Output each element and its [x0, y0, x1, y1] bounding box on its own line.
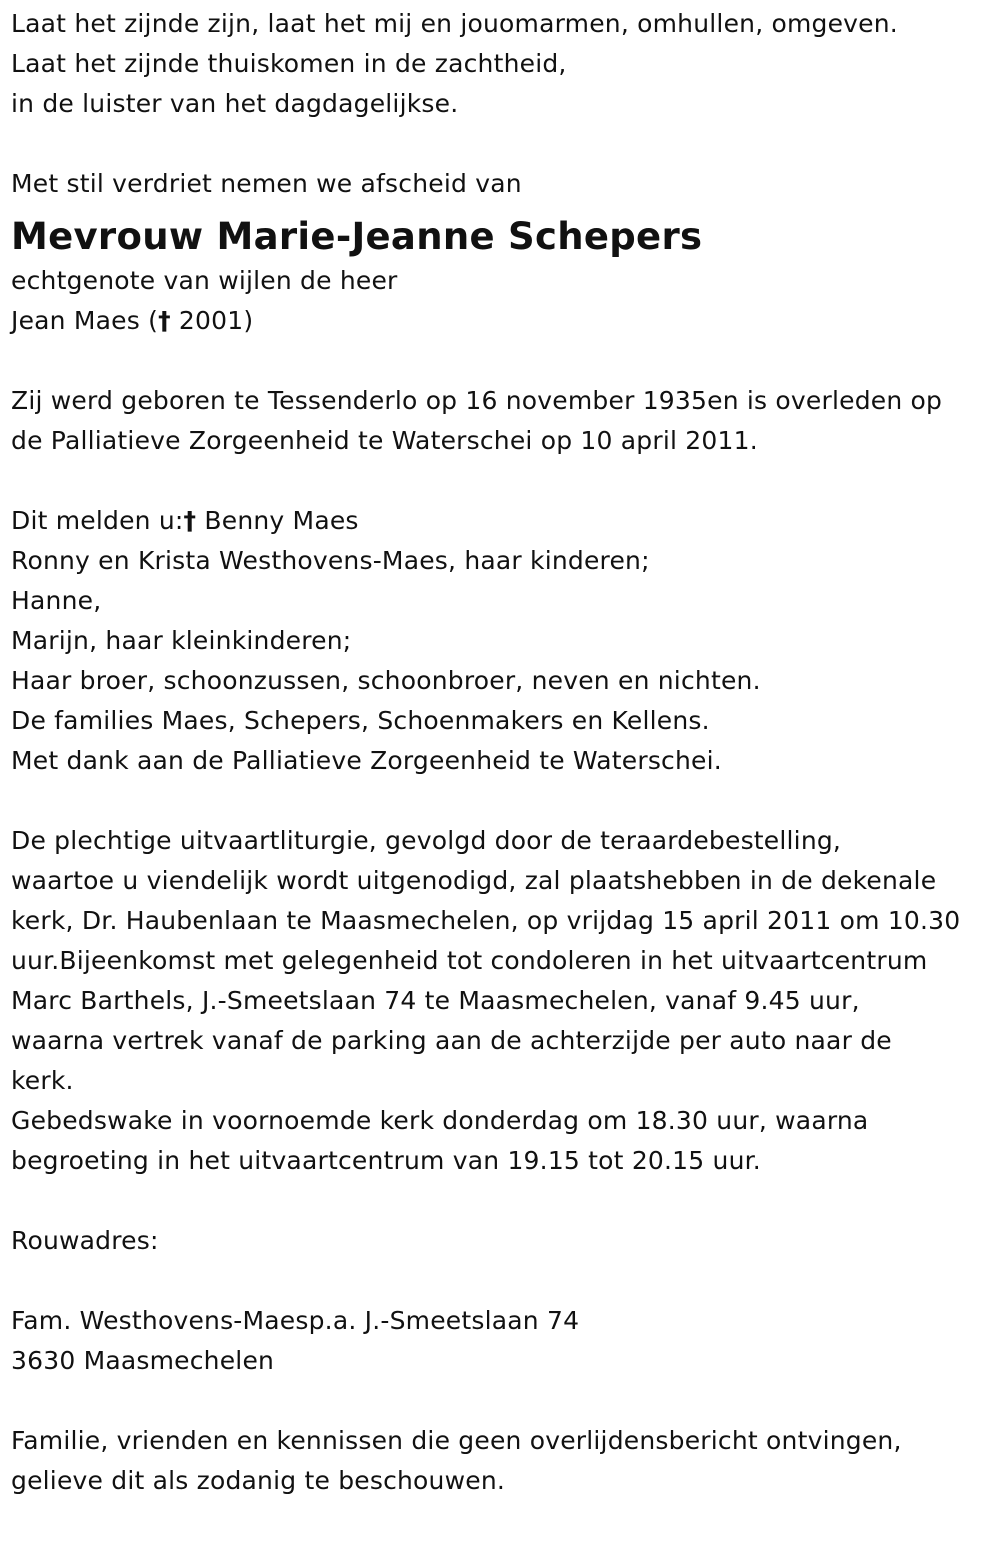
- announcer-prefix: Dit melden u:: [11, 506, 184, 535]
- poem-line: in de luister van het dagdagelijkse.: [11, 89, 459, 118]
- announcer-first-name: Benny Maes: [196, 506, 359, 535]
- poem-line: Laat het zijnde zijn, laat het mij en jouomarmen, omhullen, omgeven.: [11, 9, 898, 38]
- paragraph-line: kerk, Dr. Haubenlaan te Maasmechelen, op vrijdag 15 april 2011 om 10.30: [11, 906, 961, 935]
- funeral-paragraph: [11, 821, 991, 1181]
- paragraph-line: uur.Bijeenkomst met gelegenheid tot condoleren in het uitvaartcentrum: [11, 946, 928, 975]
- birth-death-paragraph: [11, 381, 991, 461]
- paragraph-line: De plechtige uitvaartliturgie, gevolgd door de teraardebestelling,: [11, 826, 842, 855]
- paragraph-line: waarna vertrek vanaf de parking aan de achterzijde per auto naar de: [11, 1026, 892, 1055]
- address-label: Rouwadres:: [11, 1226, 159, 1255]
- paragraph-line: de Palliatieve Zorgeenheid te Waterschei op 10 april 2011.: [11, 426, 758, 455]
- paragraph-line: Zij werd geboren te Tessenderlo op 16 november 1935en is overleden op: [11, 386, 943, 415]
- announcer-line: De families Maes, Schepers, Schoenmakers en Kellens.: [11, 706, 710, 735]
- closing-paragraph: [11, 1421, 991, 1501]
- spacer: [11, 1381, 991, 1421]
- spouse-line: [11, 301, 991, 341]
- spacer: [11, 1261, 991, 1301]
- poem: [11, 4, 991, 124]
- poem-line: Laat het zijnde thuiskomen in de zachtheid,: [11, 49, 567, 78]
- cross-icon: †: [183, 506, 197, 535]
- paragraph-line: Gebedswake in voornoemde kerk donderdag om 18.30 uur, waarna: [11, 1106, 869, 1135]
- spacer: [11, 781, 991, 821]
- spacer: [11, 461, 991, 501]
- paragraph-line: kerk.: [11, 1066, 74, 1095]
- intro-text: Met stil verdriet nemen we afscheid van: [11, 169, 522, 198]
- announcer-line: Haar broer, schoonzussen, schoonbroer, neven en nichten.: [11, 666, 761, 695]
- announcer-line: Ronny en Krista Westhovens-Maes, haar kinderen;: [11, 546, 650, 575]
- cross-icon: †: [158, 306, 171, 335]
- mourning-address: [11, 1301, 991, 1381]
- spacer: [11, 124, 991, 164]
- address-line: 3630 Maasmechelen: [11, 1346, 275, 1375]
- spouse-year: 2001): [170, 306, 254, 335]
- announcer-line: Hanne,: [11, 586, 102, 615]
- paragraph-line: Marc Barthels, J.-Smeetslaan 74 te Maasmechelen, vanaf 9.45 uur,: [11, 986, 860, 1015]
- announcers-list: [11, 501, 991, 781]
- deceased-name: Mevrouw Marie-Jeanne Schepers: [11, 215, 703, 258]
- spouse-name: Jean Maes (: [11, 306, 159, 335]
- announcer-line: Met dank aan de Palliatieve Zorgeenheid te Waterschei.: [11, 746, 722, 775]
- paragraph-line: begroeting in het uitvaartcentrum van 19.15 tot 20.15 uur.: [11, 1146, 761, 1175]
- spacer: [11, 1181, 991, 1221]
- announcer-first-line: [11, 501, 991, 541]
- announcer-line: Marijn, haar kleinkinderen;: [11, 626, 352, 655]
- paragraph-line: Familie, vrienden en kennissen die geen overlijdensbericht ontvingen,: [11, 1426, 902, 1455]
- address-line: Fam. Westhovens-Maesp.a. J.-Smeetslaan 74: [11, 1306, 580, 1335]
- deceased-relation: echtgenote van wijlen de heer: [11, 266, 398, 295]
- paragraph-line: gelieve dit als zodanig te beschouwen.: [11, 1466, 506, 1495]
- spacer: [11, 341, 991, 381]
- obituary-notice: [11, 4, 991, 1501]
- paragraph-line: waartoe u viendelijk wordt uitgenodigd, zal plaatshebben in de dekenale: [11, 866, 937, 895]
